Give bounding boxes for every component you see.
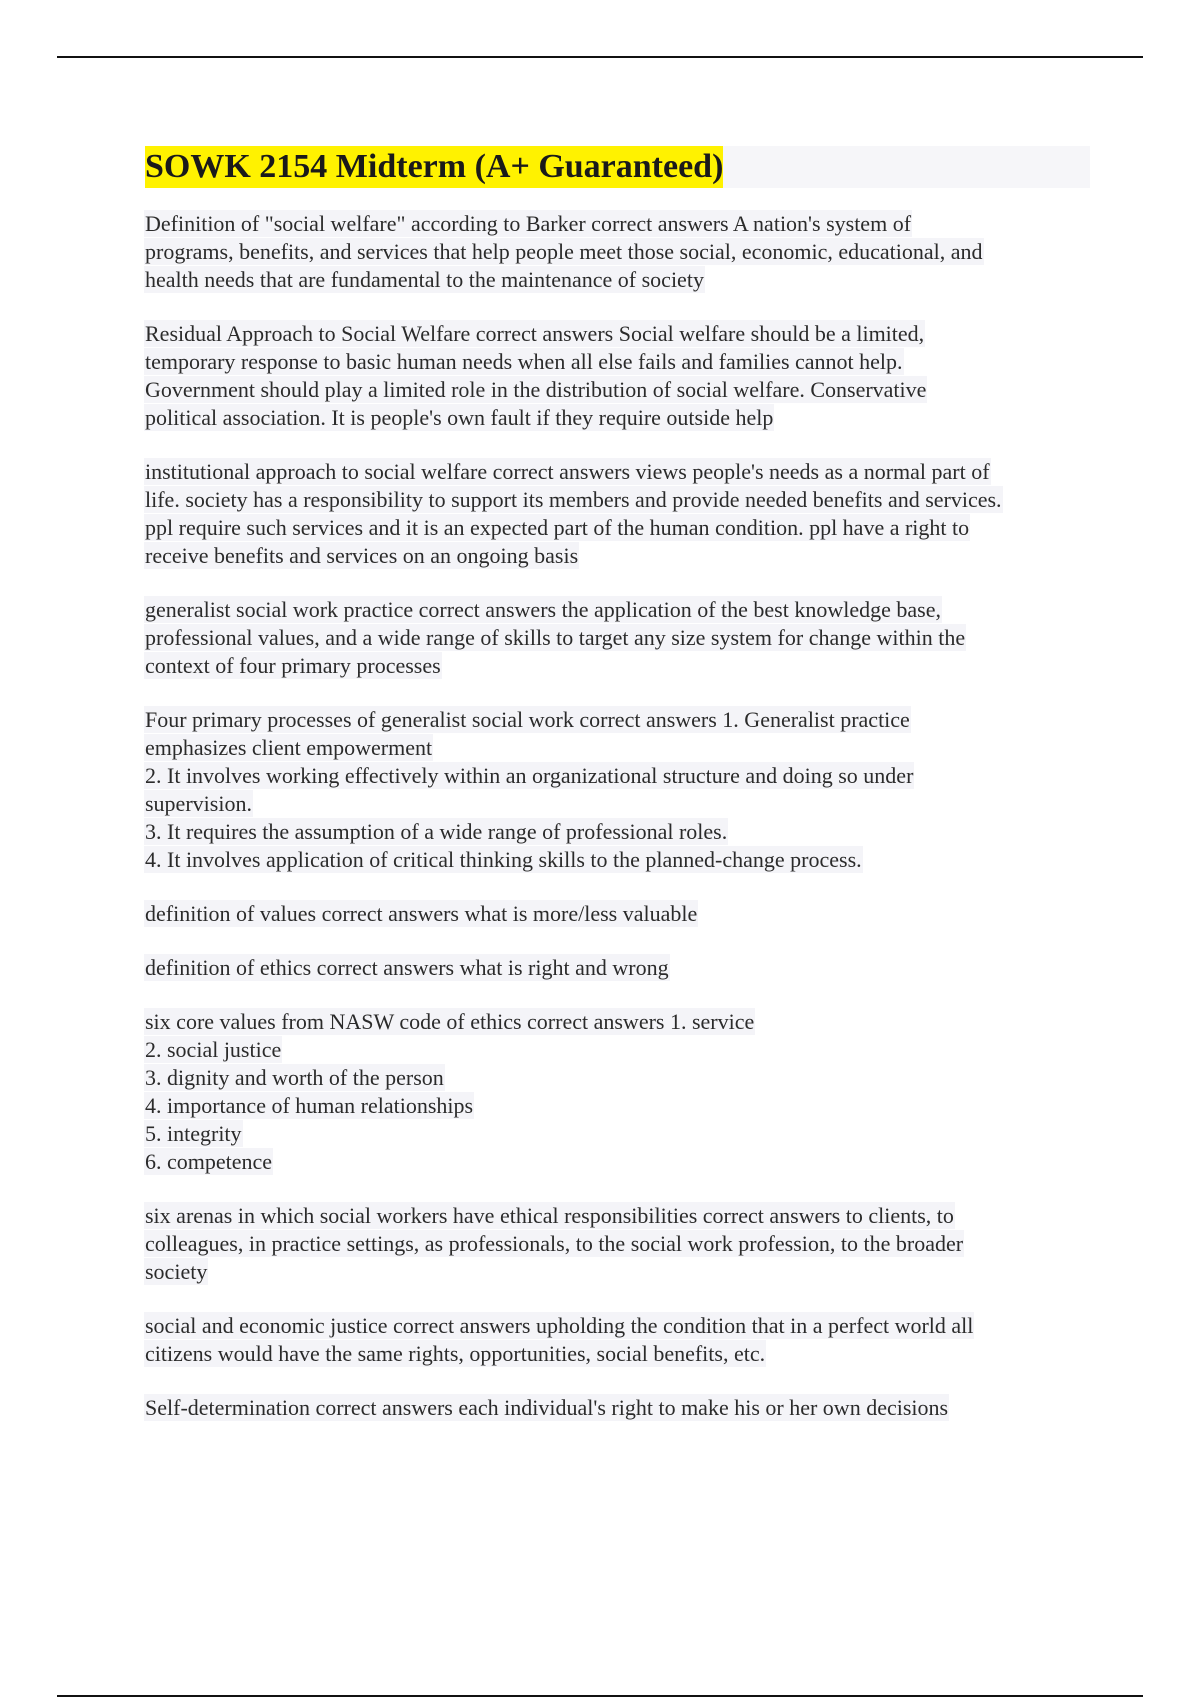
- entry-line: [145, 734, 1090, 762]
- qa-entry: [145, 1008, 1090, 1176]
- entry-line: [145, 348, 1090, 376]
- entry-line-text: Four primary processes of generalist social work correct answers 1. Generalist practice: [145, 707, 910, 732]
- entry-line-text: six arenas in which social workers have ethical responsibilities correct answers to clients, to: [145, 1203, 954, 1228]
- entry-line: [145, 1092, 1090, 1120]
- entry-line: [145, 1202, 1090, 1230]
- entry-line-text: political association. It is people's own fault if they require outside help: [145, 405, 774, 430]
- entry-line-text: emphasizes client empowerment: [145, 735, 433, 760]
- qa-entry: [145, 596, 1090, 680]
- qa-entry: [145, 320, 1090, 432]
- entry-line: [145, 1258, 1090, 1286]
- entry-line-text: citizens would have the same rights, opportunities, social benefits, etc.: [145, 1341, 766, 1366]
- qa-entry: [145, 1312, 1090, 1368]
- entry-line: [145, 624, 1090, 652]
- entry-line: [145, 900, 1090, 928]
- title-bar: [145, 146, 1090, 188]
- entry-line-text: 6. competence: [145, 1149, 273, 1174]
- entry-line: [145, 652, 1090, 680]
- entry-line-text: society: [145, 1259, 208, 1284]
- entry-line: [145, 1120, 1090, 1148]
- entry-line: [145, 542, 1090, 570]
- entry-line: [145, 596, 1090, 624]
- entry-line: [145, 404, 1090, 432]
- header-rule: [57, 56, 1143, 58]
- entry-line-text: supervision.: [145, 791, 252, 816]
- entry-line-text: Definition of "social welfare" according to Barker correct answers A nation's system of: [145, 211, 912, 236]
- entry-line-text: Self-determination correct answers each individual's right to make his or her own decisions: [145, 1395, 949, 1420]
- page-title: SOWK 2154 Midterm (A+ Guaranteed): [145, 146, 723, 188]
- entry-line-text: definition of ethics correct answers what is right and wrong: [145, 955, 669, 980]
- entry-line-text: 4. It involves application of critical thinking skills to the planned-change process.: [145, 847, 862, 872]
- entry-line-text: 2. social justice: [145, 1037, 282, 1062]
- entry-line-text: colleagues, in practice settings, as professionals, to the social work profession, to the broader: [145, 1231, 964, 1256]
- qa-entry: [145, 458, 1090, 570]
- entry-line-text: six core values from NASW code of ethics correct answers 1. service: [145, 1009, 755, 1034]
- entry-line-text: 3. dignity and worth of the person: [145, 1065, 444, 1090]
- entry-line-text: definition of values correct answers what is more/less valuable: [145, 901, 698, 926]
- entry-line-text: 5. integrity: [145, 1121, 242, 1146]
- entry-line: [145, 266, 1090, 294]
- entry-list: [145, 210, 1090, 1422]
- entry-line: [145, 1230, 1090, 1258]
- entry-line-text: context of four primary processes: [145, 653, 441, 678]
- entry-line-text: Government should play a limited role in the distribution of social welfare. Conservative: [145, 377, 927, 402]
- entry-line: [145, 706, 1090, 734]
- entry-line: [145, 1340, 1090, 1368]
- qa-entry: [145, 706, 1090, 874]
- entry-line-text: social and economic justice correct answers upholding the condition that in a perfect world all: [145, 1313, 974, 1338]
- entry-line: [145, 1064, 1090, 1092]
- qa-entry: [145, 1394, 1090, 1422]
- qa-entry: [145, 954, 1090, 982]
- qa-entry: [145, 900, 1090, 928]
- footer-rule: [57, 1695, 1143, 1697]
- entry-line: [145, 376, 1090, 404]
- entry-line-text: ppl require such services and it is an expected part of the human condition. ppl have a right to: [145, 515, 970, 540]
- entry-line: [145, 1394, 1090, 1422]
- entry-line: [145, 954, 1090, 982]
- entry-line: [145, 762, 1090, 790]
- entry-line: [145, 1036, 1090, 1064]
- entry-line-text: generalist social work practice correct answers the application of the best knowledge base,: [145, 597, 941, 622]
- entry-line: [145, 846, 1090, 874]
- entry-line: [145, 486, 1090, 514]
- entry-line: [145, 1312, 1090, 1340]
- entry-line: [145, 818, 1090, 846]
- entry-line-text: life. society has a responsibility to support its members and provide needed benefits and services.: [145, 487, 1002, 512]
- entry-line-text: professional values, and a wide range of skills to target any size system for change within the: [145, 625, 966, 650]
- entry-line-text: 2. It involves working effectively within an organizational structure and doing so under: [145, 763, 914, 788]
- entry-line: [145, 210, 1090, 238]
- entry-line: [145, 514, 1090, 542]
- entry-line: [145, 790, 1090, 818]
- entry-line: [145, 320, 1090, 348]
- entry-line: [145, 238, 1090, 266]
- entry-line-text: receive benefits and services on an ongoing basis: [145, 543, 579, 568]
- qa-entry: [145, 210, 1090, 294]
- document-body: [145, 146, 1090, 1448]
- entry-line-text: Residual Approach to Social Welfare correct answers Social welfare should be a limited,: [145, 321, 925, 346]
- entry-line-text: 3. It requires the assumption of a wide range of professional roles.: [145, 819, 728, 844]
- entry-line-text: 4. importance of human relationships: [145, 1093, 474, 1118]
- entry-line-text: health needs that are fundamental to the maintenance of society: [145, 267, 704, 292]
- qa-entry: [145, 1202, 1090, 1286]
- entry-line-text: temporary response to basic human needs when all else fails and families cannot help.: [145, 349, 903, 374]
- entry-line: [145, 458, 1090, 486]
- entry-line: [145, 1008, 1090, 1036]
- entry-line-text: programs, benefits, and services that help people meet those social, economic, educational, and: [145, 239, 983, 264]
- entry-line: [145, 1148, 1090, 1176]
- entry-line-text: institutional approach to social welfare correct answers views people's needs as a normal part of: [145, 459, 990, 484]
